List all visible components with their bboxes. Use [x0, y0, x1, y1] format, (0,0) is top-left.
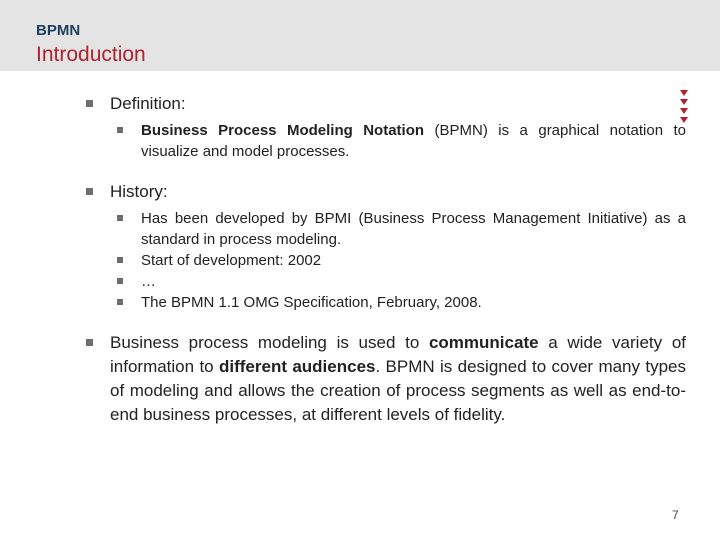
- slide-title: Introduction: [36, 43, 146, 66]
- slide-header: [0, 0, 720, 71]
- usage-text-2: a wide variety of information to: [110, 333, 686, 376]
- history-item-text: The BPMN 1.1 OMG Specification, February, 2008.: [141, 294, 482, 311]
- history-item: [86, 292, 686, 313]
- history-item: [86, 250, 686, 271]
- square-bullet-icon: [117, 257, 123, 263]
- usage-bold-2: different audiences: [218, 357, 376, 376]
- history-item-text: Has been developed by BPMI (Business Process Management Initiative) as a standard in process modeling.: [141, 210, 686, 248]
- square-bullet-icon: [117, 127, 123, 133]
- square-bullet-icon: [117, 299, 123, 305]
- header-subtitle: BPMN: [36, 22, 81, 39]
- history-item: [86, 208, 686, 250]
- definition-term: Business Process Modeling Notation: [141, 122, 425, 139]
- usage-text-1: Business process modeling is used to: [110, 333, 429, 352]
- square-bullet-icon: [117, 215, 123, 221]
- history-item-text: Start of development: 2002: [141, 252, 322, 269]
- bullet-usage: [86, 331, 686, 427]
- definition-text: (BPMN) is a graphical notation to visualize and model processes.: [141, 122, 686, 160]
- square-bullet-icon: [117, 278, 123, 284]
- slide-body: [86, 92, 686, 427]
- square-bullet-icon: [86, 188, 93, 195]
- history-item-text: …: [141, 273, 156, 290]
- history-label: History:: [110, 182, 168, 201]
- square-bullet-icon: [86, 100, 93, 107]
- bullet-history: [86, 180, 686, 204]
- usage-bold-1: communicate: [428, 333, 539, 352]
- definition-item: [86, 120, 686, 162]
- definition-label: Definition:: [110, 94, 186, 113]
- history-item: [86, 271, 686, 292]
- square-bullet-icon: [86, 339, 93, 346]
- usage-text-3: . BPMN is designed to cover many types of modeling and allows the creation of process segments as well as end-to-end business processes, at different levels of fidelity.: [110, 357, 686, 424]
- bullet-definition: [86, 92, 686, 116]
- page-number: 7: [672, 508, 679, 522]
